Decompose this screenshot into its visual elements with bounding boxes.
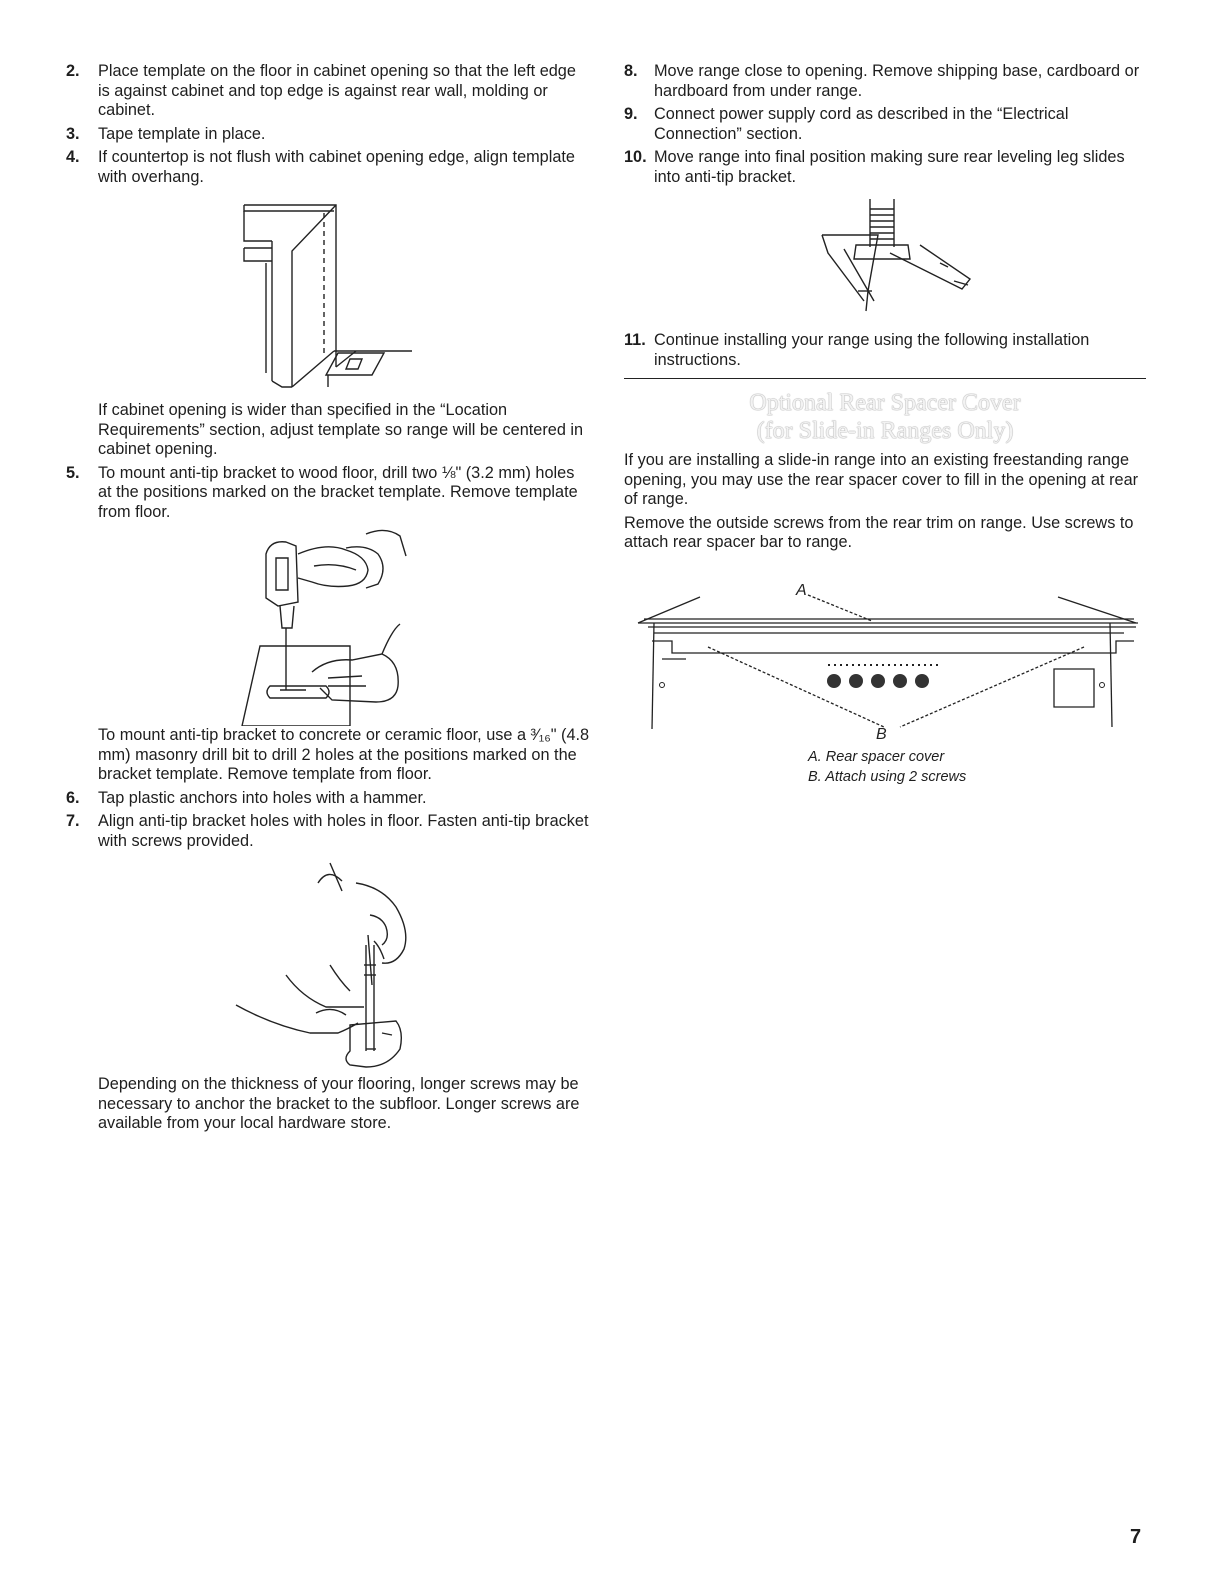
leveling-leg-illustration bbox=[624, 191, 1146, 331]
step-7 bbox=[66, 812, 592, 851]
step-text: Move range into final position making sure rear leveling leg slides into anti-tip bracket. bbox=[654, 148, 1125, 186]
cabinet-wider-note: If cabinet opening is wider than specified in the “Location Requirements” section, adjust template so range will be centered in cabinet opening. bbox=[98, 401, 584, 458]
step-text: Align anti-tip bracket holes with holes in floor. Fasten anti-tip bracket with screws provided. bbox=[98, 812, 589, 850]
template-placement-illustration bbox=[66, 191, 592, 401]
step-4 bbox=[66, 148, 592, 187]
rear-spacer-illustration bbox=[624, 557, 1146, 747]
drilling-illustration bbox=[66, 526, 592, 726]
section-title-line-2: (for Slide-in Ranges Only) bbox=[756, 418, 1014, 444]
step-number: 8. bbox=[624, 62, 638, 80]
concrete-floor-note: To mount anti-tip bracket to concrete or ceramic floor, use a ³⁄₁₆" (4.8 mm) masonry drill bit to drill 2 holes at the positions marked on the bracket template. Remove template from floor. bbox=[98, 726, 590, 783]
step-5 bbox=[66, 464, 592, 523]
page-number: 7 bbox=[1130, 1526, 1142, 1548]
step-11 bbox=[624, 331, 1146, 370]
step-text: To mount anti-tip bracket to wood floor, drill two ⅛" (3.2 mm) holes at the positions marked on the bracket template. Remove template from floor. bbox=[98, 463, 578, 521]
right-column bbox=[624, 62, 1146, 787]
step-3 bbox=[66, 125, 592, 145]
step-text: Continue installing your range using the following installation instructions. bbox=[654, 331, 1090, 369]
step-number: 2. bbox=[66, 62, 80, 80]
step-2 bbox=[66, 62, 592, 121]
step-number: 7. bbox=[66, 812, 80, 830]
step-number: 5. bbox=[66, 463, 80, 482]
left-column bbox=[66, 62, 592, 1138]
step-text: Tap plastic anchors into holes with a hammer. bbox=[98, 788, 427, 807]
callout-b: B bbox=[876, 725, 887, 743]
step-number: 3. bbox=[66, 124, 80, 143]
step-10 bbox=[624, 148, 1146, 187]
step-text: If countertop is not flush with cabinet opening edge, align template with overhang. bbox=[98, 148, 575, 186]
section-title-line-1: Optional Rear Spacer Cover bbox=[749, 390, 1021, 416]
caption-a: A. Rear spacer cover bbox=[808, 748, 945, 765]
step-text: Move range close to opening. Remove shipping base, cardboard or hardboard from under range. bbox=[654, 62, 1140, 100]
step-number: 4. bbox=[66, 148, 80, 166]
step-8 bbox=[624, 62, 1146, 101]
step-text: Place template on the floor in cabinet opening so that the left edge is against cabinet and top edge is against rear wall, molding or cabinet. bbox=[98, 62, 576, 119]
section-divider bbox=[624, 378, 1146, 379]
step-number: 6. bbox=[66, 788, 80, 807]
step-text: Connect power supply cord as described in the “Electrical Connection” section. bbox=[654, 105, 1069, 143]
step-text: Tape template in place. bbox=[98, 124, 266, 143]
step-number: 10. bbox=[624, 148, 647, 166]
fastening-bracket-illustration bbox=[66, 855, 592, 1075]
spacer-cover-note: If you are installing a slide-in range into an existing freestanding range opening, you may use the rear spacer cover to fill in the opening at rear of range. bbox=[624, 451, 1139, 508]
step-number: 9. bbox=[624, 105, 638, 123]
caption-b: B. Attach using 2 screws bbox=[808, 768, 967, 785]
step-6 bbox=[66, 789, 592, 809]
longer-screws-note: Depending on the thickness of your flooring, longer screws may be necessary to anchor the bracket to the subfloor. Longer screws are available from your local hardware store. bbox=[98, 1075, 580, 1132]
step-number: 11. bbox=[624, 331, 646, 349]
section-title bbox=[624, 389, 1146, 445]
figure-caption bbox=[624, 747, 1146, 787]
remove-screws-note: Remove the outside screws from the rear trim on range. Use screws to attach rear spacer bar to range. bbox=[624, 513, 1134, 551]
step-9 bbox=[624, 105, 1146, 144]
callout-a: A bbox=[796, 581, 807, 599]
